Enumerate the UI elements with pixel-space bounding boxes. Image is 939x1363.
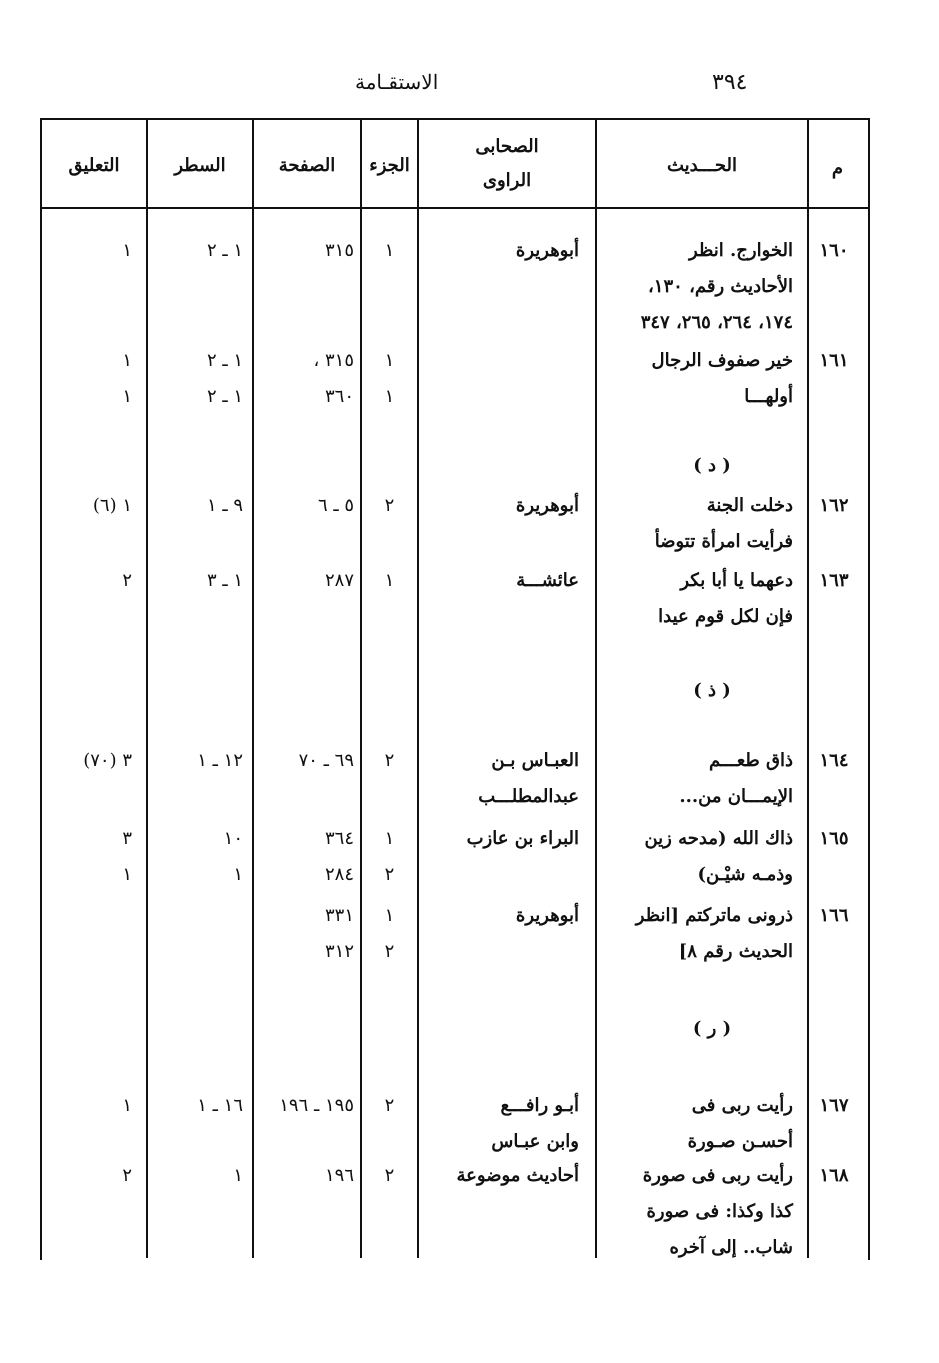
page-cell: ٢٨٤ (324, 864, 354, 885)
column-divider (146, 118, 148, 1258)
page-number: ٣٩٤ (712, 70, 748, 95)
col-header-note: التعليق (68, 155, 120, 176)
col-header-num: م (831, 158, 844, 179)
hadith-cell: أحسـن صـورة (687, 1131, 793, 1152)
section-letter: ( ر ) (692, 1018, 732, 1039)
line-cell: ١٢ ـ ١ (197, 750, 243, 771)
hadith-cell: ١٧٤، ٢٦٤، ٢٦٥، ٣٤٧ (640, 312, 793, 333)
entry-number: ١٦٢ (819, 495, 849, 516)
col-header-page: الصفحة (278, 155, 336, 176)
volume-cell: ٢ (384, 941, 395, 962)
narrator-cell: أحاديث موضوعة (456, 1165, 579, 1186)
running-title: الاستقـامة (355, 70, 439, 94)
hadith-cell: الإيمـــان من... (679, 786, 793, 807)
line-cell: ١٠ (223, 828, 243, 849)
col-header-hadith: الحـــديث (666, 155, 738, 176)
hadith-cell: فإن لكل قوم عيدا (658, 606, 793, 627)
page-cell: ١٩٥ ـ ١٩٦ (279, 1095, 354, 1116)
volume-cell: ٢ (384, 1165, 395, 1186)
narrator-cell: وابن عبـاس (491, 1131, 579, 1152)
page-cell: ٢٨٧ (324, 570, 354, 591)
entry-number: ١٦٥ (819, 828, 849, 849)
narrator-cell: عائشـــة (516, 570, 579, 591)
page-cell: ٥ ـ ٦ (317, 495, 354, 516)
page-cell: ٣١٥ ، (313, 350, 354, 371)
line-cell: ١ ـ ٣ (206, 570, 243, 591)
page-cell: ٣٦٠ (324, 386, 354, 407)
volume-cell: ٢ (384, 495, 395, 516)
note-cell: ٢ (122, 570, 132, 591)
page-cell: ٣١٢ (324, 941, 354, 962)
page-cell: ١٩٦ (324, 1165, 354, 1186)
note-cell: ٣ (122, 828, 132, 849)
entry-number: ١٦٠ (819, 240, 849, 261)
col-header-volume: الجزء (369, 155, 410, 176)
volume-cell: ١ (384, 570, 395, 591)
hadith-cell: وذمـه شيْـن) (697, 864, 793, 885)
hadith-cell: شاب.. إلى آخره (669, 1237, 793, 1258)
col-header-narrator (419, 130, 595, 198)
note-cell: ١ (122, 864, 132, 885)
hadith-cell: رأيت ربى فى صورة (642, 1165, 793, 1186)
page-cell: ٦٩ ـ ٧٠ (298, 750, 354, 771)
hadith-cell: رأيت ربى فى (691, 1095, 793, 1116)
col-header-narrator-line2: الراوى (482, 170, 532, 191)
volume-cell: ١ (384, 828, 395, 849)
header-rule (40, 207, 868, 209)
page-cell: ٣٦٤ (324, 828, 354, 849)
hadith-cell: ذاك الله (مدحه زين (644, 828, 793, 849)
volume-cell: ٢ (384, 864, 395, 885)
line-cell: ١ ـ ٢ (206, 240, 243, 261)
hadith-cell: الأحاديث رقم، ١٣٠، (647, 276, 793, 297)
col-header-line: السطر (174, 155, 226, 176)
note-cell: ٢ (122, 1165, 132, 1186)
volume-cell: ١ (384, 350, 395, 371)
volume-cell: ١ (384, 386, 395, 407)
section-letter: ( ذ ) (693, 680, 731, 701)
hadith-cell: دعهما يا أبا بكر (680, 570, 793, 591)
page-header (0, 70, 939, 100)
note-cell: ١ (122, 350, 132, 371)
entry-number: ١٦٨ (819, 1165, 849, 1186)
hadith-cell: ذاق طعـــم (708, 750, 793, 771)
volume-cell: ١ (384, 240, 395, 261)
note-cell: ١ (122, 240, 132, 261)
hadith-cell: كذا وكذا: فى صورة (646, 1201, 793, 1222)
narrator-cell: أبوهريرة (515, 240, 579, 261)
line-cell: ١٦ ـ ١ (197, 1095, 243, 1116)
entry-number: ١٦٦ (819, 905, 849, 926)
page-cell: ٣١٥ (324, 240, 354, 261)
note-cell: ٣ (٧٠) (83, 750, 132, 771)
entry-number: ١٦٧ (819, 1095, 849, 1116)
hadith-cell: الحديث رقم ٨] (678, 941, 793, 962)
narrator-cell: البراء بن عازب (466, 828, 579, 849)
note-cell: ١ (122, 1095, 132, 1116)
line-cell: ٩ ـ ١ (206, 495, 243, 516)
hadith-cell: ذرونى ماتركتم [انظر (635, 905, 793, 926)
narrator-cell: العبـاس بـن (491, 750, 579, 771)
column-divider (360, 118, 362, 1258)
volume-cell: ٢ (384, 1095, 395, 1116)
narrator-cell: أبـو رافـــع (500, 1095, 579, 1116)
col-header-narrator-line1: الصحابى (475, 136, 539, 157)
entry-number: ١٦٣ (819, 570, 849, 591)
hadith-cell: الخوارج. انظر (689, 240, 793, 261)
line-cell: ١ (233, 1165, 243, 1186)
hadith-cell: خير صفوف الرجال (651, 350, 793, 371)
volume-cell: ١ (384, 905, 395, 926)
hadith-cell: فرأيت امرأة تتوضأ (654, 531, 793, 552)
note-cell: ١ (٦) (92, 495, 132, 516)
hadith-cell: أولهـــا (744, 386, 793, 407)
narrator-cell: أبوهريرة (515, 495, 579, 516)
narrator-cell: عبدالمطلـــب (478, 786, 579, 807)
narrator-cell: أبوهريرة (515, 905, 579, 926)
line-cell: ١ ـ ٢ (206, 386, 243, 407)
column-divider (252, 118, 254, 1258)
hadith-cell: دخلت الجنة (706, 495, 793, 516)
volume-cell: ٢ (384, 750, 395, 771)
section-letter: ( د ) (693, 455, 731, 476)
entry-number: ١٦٤ (819, 750, 849, 771)
note-cell: ١ (122, 386, 132, 407)
line-cell: ١ ـ ٢ (206, 350, 243, 371)
line-cell: ١ (233, 864, 243, 885)
column-divider (417, 118, 419, 1258)
page-cell: ٣٣١ (324, 905, 354, 926)
entry-number: ١٦١ (819, 350, 849, 371)
